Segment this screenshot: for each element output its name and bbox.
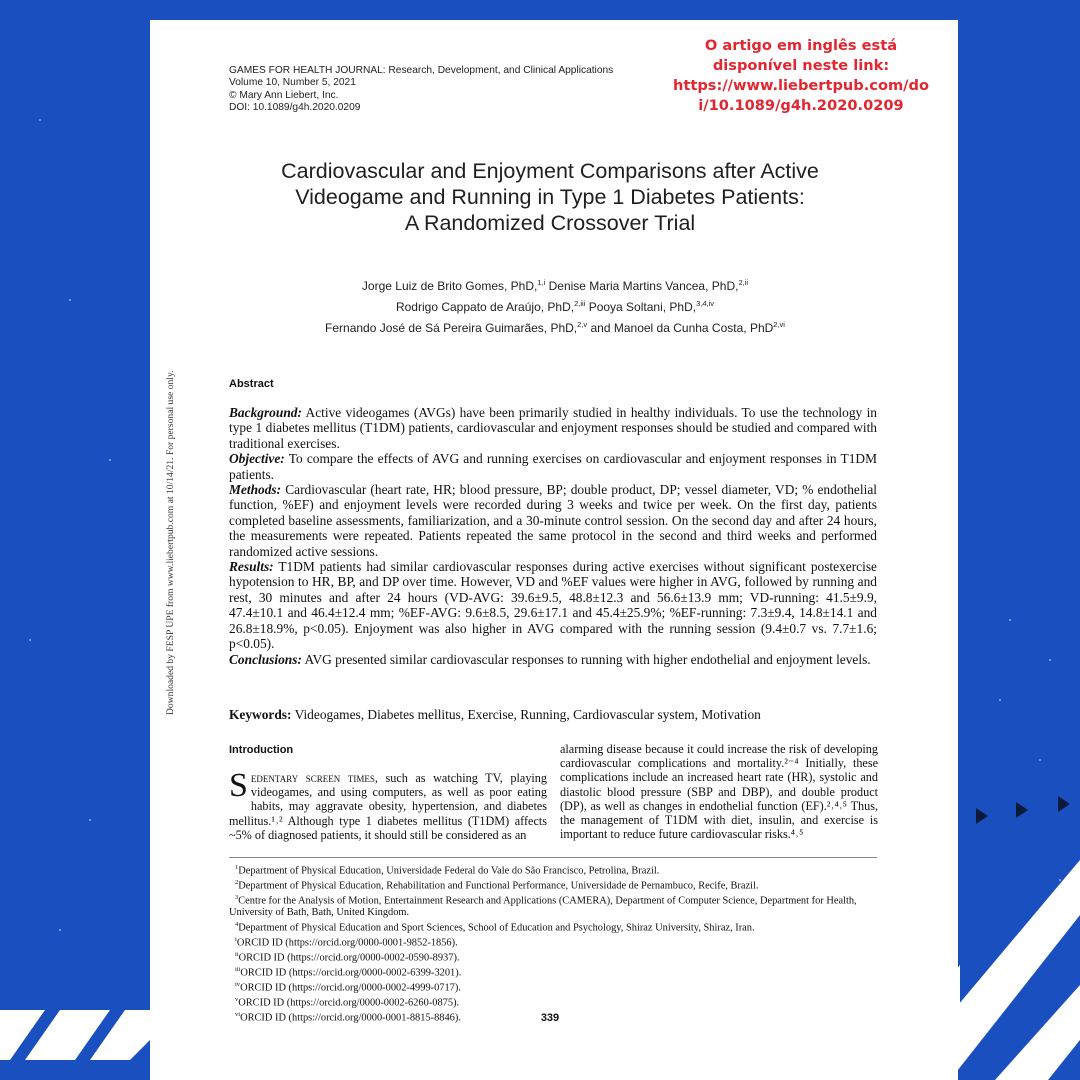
footnote: $^2$Department of Physical Education, Rehabilitation and Functional Performance, Universidade de Pernambuco, Recife, Brazil.	[235, 879, 759, 892]
introduction-left-column: Sedentary screen times, such as watching TV, playing videogames, and using computers, as well as poor eating habits, may aggravate obesity, hypertension, and diabetes mellitus.¹˒² Although type 1 diabetes mellitus (T1DM) affects ~5% of diagnosed patients, it should still be considered as an	[229, 767, 547, 842]
author: and Manoel da Cunha Costa, PhD	[587, 321, 774, 335]
promo-line: disponível neste link:	[712, 57, 890, 74]
footnote: $^4$Department of Physical Education and Sport Sciences, School of Education and Psychology, Shiraz University, Shiraz, Iran.	[235, 920, 755, 934]
abstract-methods: Methods: Cardiovascular (heart rate, HR; blood pressure, BP; double product, DP; vessel diameter, VD; % endothelial function, %EF) and enjoyment levels were recorded during 3 weeks and twice per week. On the first day, patients completed baseline assessments, familiarization, and a 30-minute control session. On the second day and after 24 hours, the measurements were repeated. Patients repeated the same protocol in the second and third weeks and performed randomized active sessions.	[229, 482, 877, 559]
author: Rodrigo Cappato de Araújo, PhD,	[395, 300, 575, 314]
author: Denise Maria Martins Vancea, PhD,	[545, 279, 739, 293]
arrow-right-icon	[976, 808, 988, 824]
title-line: Videogame and Running in Type 1 Diabetes Patients:	[295, 185, 805, 209]
footnote-divider	[229, 857, 877, 858]
promo-url[interactable]: https://www.liebertpub.com/do	[673, 77, 929, 94]
author-affiliation-sup: 3,4,iv	[696, 299, 715, 308]
journal-doi: DOI: 10.1089/g4h.2020.0209	[229, 102, 361, 114]
author: Fernando José de Sá Pereira Guimarães, PhD,	[325, 321, 578, 335]
orcid-note: $^v$ORCID ID (https://orcid.org/0000-0002-6260-0875).	[235, 996, 460, 1009]
author: Pooya Soltani, PhD,	[585, 300, 697, 314]
keywords-label: Keywords:	[229, 707, 292, 722]
author-list	[230, 274, 880, 337]
author-affiliation-sup: 1,i	[537, 278, 546, 287]
arrow-right-icon	[1058, 796, 1070, 812]
author-affiliation-sup: 2,v	[577, 320, 588, 329]
abstract-body	[229, 405, 877, 667]
orcid-note: $^{iii}$ORCID ID (https://orcid.org/0000-0002-6399-3201).	[235, 965, 462, 979]
journal-copyright: © Mary Ann Liebert, Inc.	[229, 89, 339, 101]
author-affiliation-sup: 2,iii	[574, 299, 586, 308]
orcid-note: $^i$ORCID ID (https://orcid.org/0000-0001-9852-1856).	[235, 935, 458, 949]
abstract-conclusions: Conclusions: AVG presented similar cardiovascular responses to running with higher endothelial and enjoyment levels.	[229, 651, 871, 667]
author-affiliation-sup: 2,ii	[738, 278, 749, 287]
abstract-results: Results: T1DM patients had similar cardiovascular responses during active exercises without significant postexercise hypotension to HR, BP, and DP over time. However, VD and %EF values were higher in AVG, followed by running and rest, 30 minutes and after 24 hours (VD-AVG: 39.6±9.5, 48.8±12.3 and 56.6±13.9 mm; VD-running: 41.5±9.9, 47.4±10.1 and 46.4±12.4 mm; %EF-AVG: 9.6±8.5, 29.6±17.1 and 45.4±25.9%; %EF-running: 7.3±9.4, 14.8±14.1 and 26.8±18.9%, p<0.05). Enjoyment was also higher in AVG compared with the running session (9.4±0.7 vs. 7.7±1.6; p<0.05).	[229, 559, 877, 652]
author-affiliation-sup: 2,vi	[773, 320, 785, 329]
title-line: A Randomized Crossover Trial	[404, 211, 696, 235]
drop-cap: S	[229, 767, 248, 804]
orcid-note: $^{iv}$ORCID ID (https://orcid.org/0000-0002-4999-0717).	[235, 981, 461, 994]
footnotes	[229, 862, 877, 1024]
footnote: $^3$Centre for the Analysis of Motion, Entertainment Research and Applications (CAMERA), Department of Computer Science, Department for Health, University of Bath, Bath, United Kingdom.	[229, 894, 857, 919]
orcid-note: $^{vi}$ORCID ID (https://orcid.org/0000-0001-8815-8846).	[235, 1011, 461, 1024]
title-line: Cardiovascular and Enjoyment Comparisons after Active	[281, 159, 819, 183]
arrow-right-icon	[1016, 802, 1028, 818]
journal-volume: Volume 10, Number 5, 2021	[229, 77, 356, 89]
footnote: $^1$Department of Physical Education, Universidade Federal do Vale do São Francisco, Petrolina, Brazil.	[235, 864, 660, 877]
keywords-text: Videogames, Diabetes mellitus, Exercise, Running, Cardiovascular system, Motivation	[291, 707, 761, 722]
introduction-heading: Introduction	[229, 744, 294, 756]
keywords	[229, 707, 877, 723]
page-number: 339	[540, 1012, 560, 1024]
promo-link-text[interactable]	[655, 36, 947, 116]
promo-line: O artigo em inglês está	[704, 37, 898, 54]
abstract-objective: Objective: To compare the effects of AVG and running exercises on cardiovascular and enjoyment responses in T1DM patients.	[229, 451, 877, 482]
orcid-note: $^{ii}$ORCID ID (https://orcid.org/0000-0002-0590-8937).	[235, 950, 460, 964]
download-watermark: Downloaded by FESP UPE from www.liebertpub.com at 10/14/21. For personal use only.	[165, 370, 176, 715]
author: Jorge Luiz de Brito Gomes, PhD,	[361, 279, 538, 293]
article-title	[220, 158, 880, 236]
abstract-heading: Abstract	[229, 378, 274, 390]
promo-url[interactable]: i/10.1089/g4h.2020.0209	[698, 97, 904, 114]
journal-header	[229, 65, 649, 115]
abstract-background: Background: Active videogames (AVGs) have been primarily studied in healthy individuals. To use the technology in type 1 diabetes mellitus (T1DM) patients, cardiovascular and enjoyment responses should be studied and compared with traditional exercises.	[229, 405, 877, 451]
introduction-right-column: alarming disease because it could increase the risk of developing cardiovascular complications and mortality.²⁻⁴ Initially, these complications include an increased heart rate (HR), systolic and diastolic blood pressure (SBP and DBP), and double product (DP), as well as changes in endothelial function (EF).²˒⁴˒⁵ Thus, the management of T1DM with diet, insulin, and exercise is important to reduce future cardiovascular risks.⁴˒⁵	[560, 742, 878, 842]
journal-name: GAMES FOR HEALTH JOURNAL: Research, Development, and Clinical Applications	[229, 65, 614, 76]
